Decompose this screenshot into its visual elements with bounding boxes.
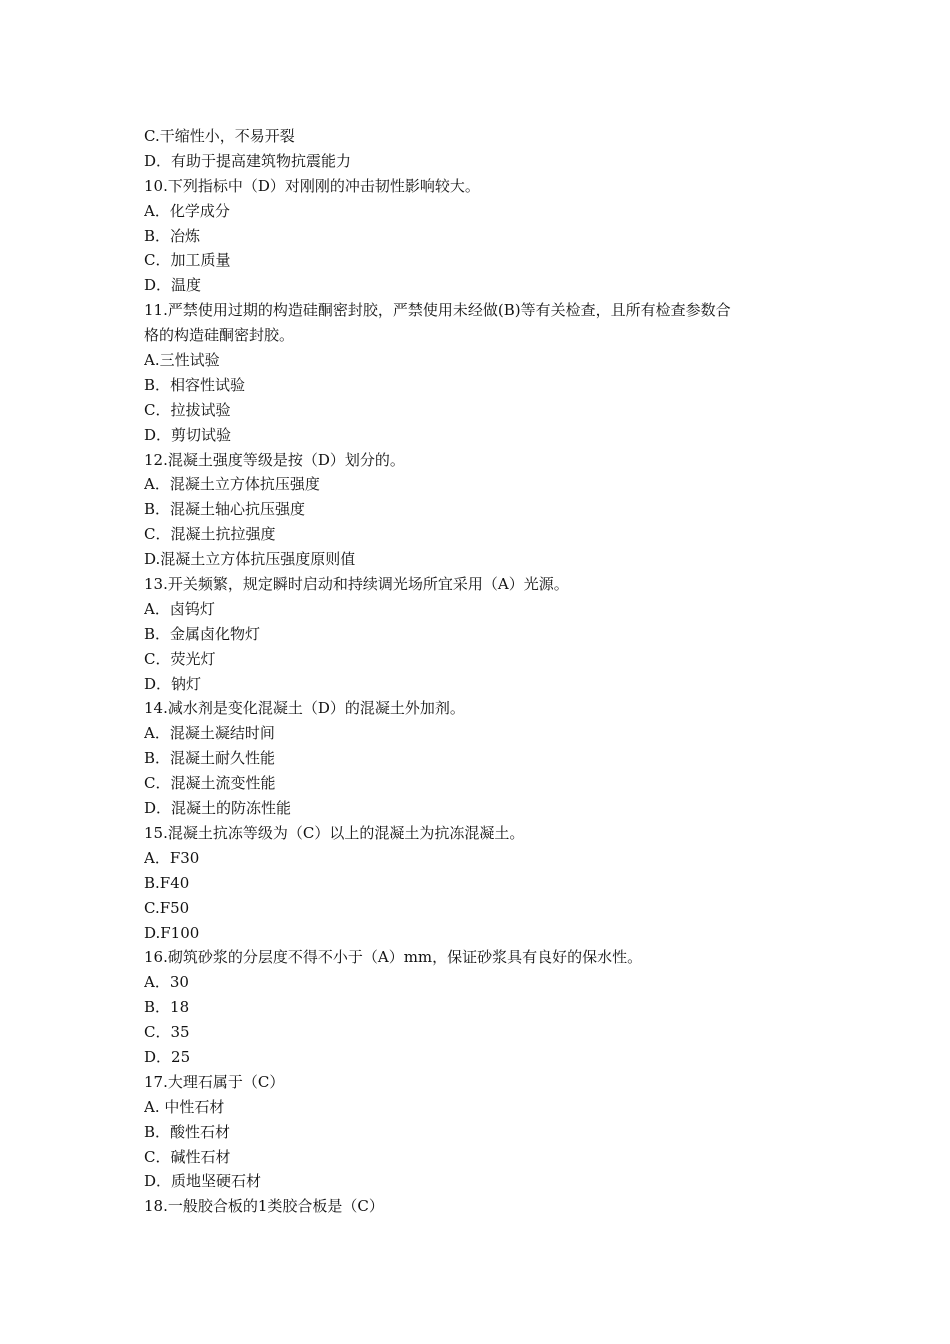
text-line: D．有助于提高建筑物抗震能力: [144, 151, 352, 170]
option-line: A．30: [144, 973, 189, 992]
option-line: B．混凝土轴心抗压强度: [144, 500, 306, 519]
question-line: 10.下列指标中（D）对刚刚的冲击韧性影响较大。: [144, 176, 480, 195]
question-line: 14.减水剂是变化混凝土（D）的混凝土外加剂。: [144, 699, 465, 718]
option-line: D．温度: [144, 276, 202, 295]
question-line: 11.严禁使用过期的构造硅酮密封胶，严禁使用未经做(B)等有关检查，且所有检查参数合: [144, 301, 731, 320]
option-line: D．剪切试验: [144, 425, 232, 444]
option-line: C．荧光灯: [144, 649, 216, 668]
option-line: B．冶炼: [144, 226, 201, 245]
option-line: D．质地坚硬石材: [144, 1172, 262, 1191]
option-line: A．化学成分: [144, 201, 230, 220]
option-line: B．酸性石材: [144, 1122, 231, 1141]
option-line: C．碱性石材: [144, 1147, 231, 1166]
option-line: D.F100: [144, 923, 200, 942]
option-line: A．混凝土凝结时间: [144, 724, 275, 743]
option-line: C．加工质量: [144, 251, 231, 270]
question-line: 格的构造硅酮密封胶。: [144, 326, 295, 345]
question-line: 13.开关频繁，规定瞬时启动和持续调光场所宜采用（A）光源。: [144, 575, 569, 594]
option-line: C．混凝土流变性能: [144, 774, 276, 793]
option-line: A．混凝土立方体抗压强度: [144, 475, 320, 494]
option-line: B．相容性试验: [144, 375, 246, 394]
option-line: B．混凝土耐久性能: [144, 749, 276, 768]
question-line: 18.一般胶合板的1类胶合板是（C）: [144, 1197, 384, 1216]
option-line: B.F40: [144, 873, 190, 892]
document-body: [144, 124, 814, 1219]
option-line: C．拉拔试验: [144, 400, 231, 419]
option-line: A．卤钨灯: [144, 599, 215, 618]
option-line: D．钠灯: [144, 674, 202, 693]
option-line: D.混凝土立方体抗压强度原则值: [144, 550, 356, 569]
option-line: C.F50: [144, 898, 190, 917]
option-line: D．25: [144, 1047, 191, 1066]
question-line: 17.大理石属于（C）: [144, 1072, 285, 1091]
option-line: A．F30: [144, 848, 200, 867]
option-line: B．18: [144, 998, 190, 1017]
text-line: C.干缩性小，不易开裂: [144, 127, 295, 145]
option-line: A. 中性石材: [144, 1097, 225, 1116]
option-line: B．金属卤化物灯: [144, 624, 261, 643]
option-line: C．混凝土抗拉强度: [144, 525, 276, 544]
question-line: 12.混凝土强度等级是按（D）划分的。: [144, 450, 405, 469]
question-line: 15.混凝土抗冻等级为（C）以上的混凝土为抗冻混凝土。: [144, 823, 525, 842]
question-line: 16.砌筑砂浆的分层度不得不小于（A）mm，保证砂浆具有良好的保水性。: [144, 948, 643, 967]
option-line: C．35: [144, 1023, 190, 1042]
option-line: A.三性试验: [144, 351, 220, 370]
option-line: D．混凝土的防冻性能: [144, 799, 292, 818]
